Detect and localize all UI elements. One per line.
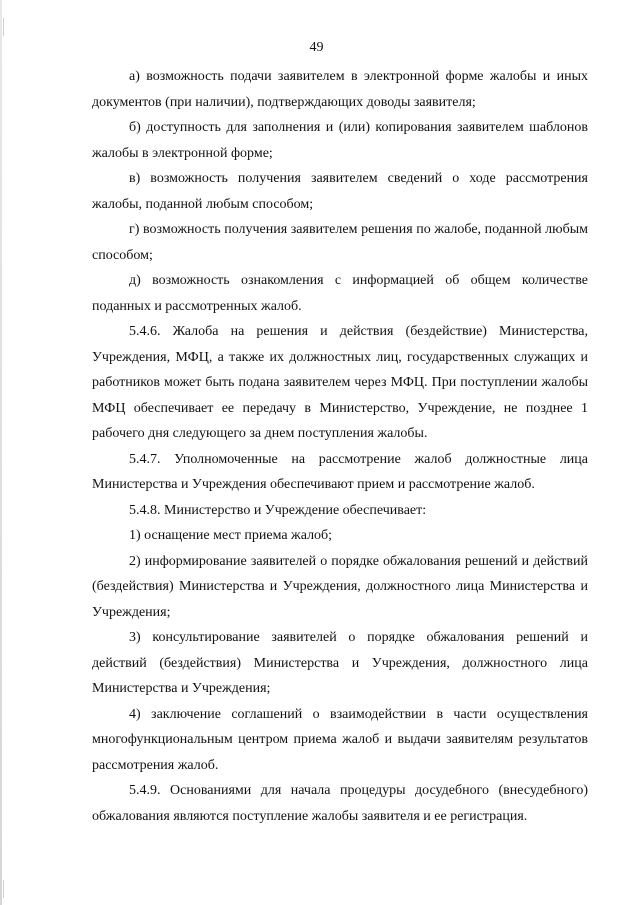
page-number: 49 bbox=[309, 40, 324, 55]
paragraph-b: б) доступность для заполнения и (или) копирования заявителем шаблонов жалобы в электронной форме; bbox=[92, 120, 588, 161]
paragraph-5-4-6: 5.4.6. Жалоба на решения и действия (бездействие) Министерства, Учреждения, МФЦ, а также их должностных лиц, государственных служащих и работников может быть подана заявителем через МФЦ. При поступлении жалобы МФЦ обеспечивает ее передачу в Министерство, Учреждение, не позднее 1 рабочего дня следующего за днем поступления жалобы. bbox=[92, 324, 588, 441]
list-item-3: 3) консультирование заявителей о порядке обжалования решений и действий (бездействия) Министерства и Учреждения, должностного лица Министерства и Учреждения; bbox=[92, 630, 588, 696]
list-item-1: 1) оснащение мест приема жалоб; bbox=[129, 528, 333, 543]
scan-mark bbox=[3, 18, 4, 36]
document-body bbox=[92, 64, 588, 829]
paragraph-g: г) возможность получения заявителем решения по жалобе, поданной любым способом; bbox=[92, 222, 588, 263]
paragraph-d: д) возможность ознакомления с информацией об общем количестве поданных и рассмотренных жалоб. bbox=[92, 273, 588, 314]
paragraph-5-4-8: 5.4.8. Министерство и Учреждение обеспечивает: bbox=[129, 502, 427, 518]
paragraph-5-4-7: 5.4.7. Уполномоченные на рассмотрение жалоб должностные лица Министерства и Учреждения обеспечивают прием и рассмотрение жалоб. bbox=[92, 451, 588, 492]
list-item-4: 4) заключение соглашений о взаимодействии в части осуществления многофункциональным центром приема жалоб и выдачи заявителям результатов рассмотрения жалоб. bbox=[92, 706, 588, 773]
paragraph-5-4-9: 5.4.9. Основаниями для начала процедуры досудебного (внесудебного) обжалования являются поступление жалобы заявителя и ее регистрация. bbox=[92, 783, 588, 824]
list-item-2: 2) информирование заявителей о порядке обжалования решений и действий (бездействия) Министерства и Учреждения, должностного лица Министерства и Учреждения; bbox=[92, 553, 588, 620]
paragraph-a: а) возможность подачи заявителем в электронной форме жалобы и иных документов (при наличии), подтверждающих доводы заявителя; bbox=[92, 69, 588, 110]
scan-mark bbox=[3, 880, 4, 898]
scan-edge bbox=[0, 0, 2, 905]
paragraph-v: в) возможность получения заявителем сведений о ходе рассмотрения жалобы, поданной любым способом; bbox=[92, 171, 588, 212]
